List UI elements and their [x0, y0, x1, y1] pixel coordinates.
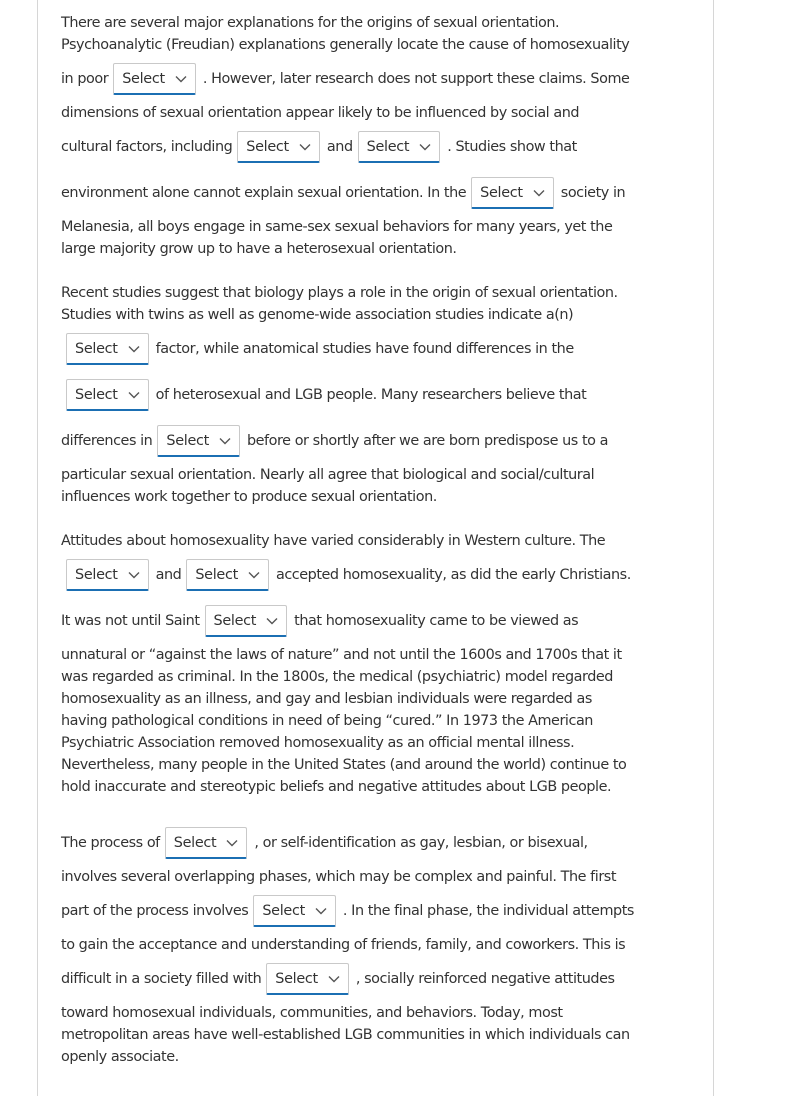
answer-dropdown-10[interactable]: [205, 605, 288, 637]
dropdown-value: Select: [75, 566, 118, 583]
chevron-down-icon: [533, 189, 545, 197]
passage-text: of heterosexual and LGB people. Many researchers believe that: [155, 387, 587, 403]
chevron-down-icon: [226, 839, 238, 847]
text-line: [61, 372, 691, 418]
paragraph-coming-out: [61, 820, 691, 1068]
chevron-down-icon: [299, 143, 311, 151]
text-line: [61, 732, 691, 754]
answer-dropdown-12[interactable]: [253, 895, 336, 927]
answer-dropdown-9[interactable]: [186, 559, 269, 591]
answer-dropdown-7[interactable]: [157, 425, 240, 457]
passage-text: factor, while anatomical studies have found differences in the: [155, 341, 574, 357]
text-line: [61, 866, 691, 888]
answer-dropdown-3[interactable]: [358, 131, 441, 163]
passage-text: having pathological conditions in need of being “cured.” In 1973 the American: [61, 713, 593, 729]
paragraph-attitudes: [61, 530, 691, 798]
text-line: [61, 238, 691, 260]
answer-dropdown-5[interactable]: [66, 333, 149, 365]
paragraph-biology: [61, 282, 691, 508]
passage-text: was regarded as criminal. In the 1800s, the medical (psychiatric) model regarded: [61, 669, 613, 685]
chevron-down-icon: [128, 571, 140, 579]
passage-text: difficult in a society filled with: [61, 971, 262, 987]
passage-text: , or self-identification as gay, lesbian, or bisexual,: [254, 835, 588, 851]
chevron-down-icon: [248, 571, 260, 579]
text-line: [61, 216, 691, 238]
passage-text: Attitudes about homosexuality have varied considerably in Western culture. The: [61, 533, 606, 549]
text-line: [61, 34, 691, 56]
text-line: [61, 530, 691, 552]
passage-text: It was not until Saint: [61, 613, 200, 629]
dropdown-value: Select: [246, 138, 289, 155]
passage-text: that homosexuality came to be viewed as: [294, 613, 579, 629]
chevron-down-icon: [266, 617, 278, 625]
dropdown-value: Select: [75, 340, 118, 357]
dropdown-value: Select: [366, 138, 410, 155]
text-line: [61, 170, 691, 216]
passage-text: dimensions of sexual orientation appear likely to be influenced by social and: [61, 105, 580, 121]
passage-text: toward homosexual individuals, communities, and behaviors. Today, most: [61, 1005, 563, 1021]
answer-dropdown-8[interactable]: [66, 559, 149, 591]
text-line: [61, 326, 691, 372]
text-line: [61, 282, 691, 304]
passage-text: . In the final phase, the individual attempts: [342, 903, 634, 919]
text-line: [61, 12, 691, 34]
text-line: [61, 888, 691, 934]
dropdown-value: Select: [480, 184, 523, 201]
passage-text: . Studies show that: [447, 139, 577, 155]
passage-text: Psychoanalytic (Freudian) explanations generally locate the cause of homosexuality: [61, 37, 630, 53]
passage-text: accepted homosexuality, as did the early Christians.: [275, 567, 631, 583]
text-line: [61, 598, 691, 644]
dropdown-value: Select: [75, 386, 118, 403]
passage-text: environment alone cannot explain sexual orientation. In the: [61, 185, 467, 201]
passage-text: Studies with twins as well as genome-wide association studies indicate a(n): [61, 307, 574, 323]
paragraph-origins: [61, 12, 691, 260]
text-line: [61, 304, 691, 326]
passage-text: society in: [560, 185, 626, 201]
chevron-down-icon: [219, 437, 231, 445]
answer-dropdown-1[interactable]: [113, 63, 196, 95]
dropdown-value: Select: [262, 902, 305, 919]
passage-text: differences in: [61, 433, 153, 449]
text-line: [61, 688, 691, 710]
text-line: [61, 418, 691, 464]
passage-text: metropolitan areas have well-established LGB communities in which individuals can: [61, 1027, 630, 1043]
text-line: [61, 1002, 691, 1024]
chevron-down-icon: [128, 345, 140, 353]
text-line: [61, 754, 691, 776]
passage-text: . However, later research does not support these claims. Some: [202, 71, 630, 87]
text-line: [61, 1024, 691, 1046]
text-line: [61, 934, 691, 956]
chevron-down-icon: [315, 907, 327, 915]
passage-text: to gain the acceptance and understanding of friends, family, and coworkers. This is: [61, 937, 626, 953]
passage-text: homosexuality as an illness, and gay and lesbian individuals were regarded as: [61, 691, 592, 707]
text-line: [61, 486, 691, 508]
answer-dropdown-2[interactable]: [237, 131, 320, 163]
passage-text: part of the process involves: [61, 903, 249, 919]
dropdown-value: Select: [213, 612, 257, 629]
dropdown-value: Select: [166, 432, 209, 449]
passage-text: There are several major explanations for the origins of sexual orientation.: [61, 15, 560, 31]
passage-text: and: [326, 139, 353, 155]
passage-text: The process of: [61, 835, 160, 851]
fill-in-passage: [61, 12, 691, 1068]
answer-dropdown-4[interactable]: [471, 177, 554, 209]
passage-text: before or shortly after we are born predispose us to a: [246, 433, 608, 449]
passage-text: hold inaccurate and stereotypic beliefs and negative attitudes about LGB people.: [61, 779, 612, 795]
answer-dropdown-13[interactable]: [266, 963, 349, 995]
text-line: [61, 464, 691, 486]
passage-text: Recent studies suggest that biology plays a role in the origin of sexual orientation.: [61, 285, 618, 301]
passage-text: particular sexual orientation. Nearly all agree that biological and social/cultural: [61, 467, 595, 483]
text-line: [61, 776, 691, 798]
chevron-down-icon: [128, 391, 140, 399]
passage-text: Melanesia, all boys engage in same-sex sexual behaviors for many years, yet the: [61, 219, 613, 235]
chevron-down-icon: [175, 75, 187, 83]
dropdown-value: Select: [173, 834, 217, 851]
answer-dropdown-6[interactable]: [66, 379, 149, 411]
dropdown-value: Select: [275, 970, 318, 987]
passage-text: large majority grow up to have a heterosexual orientation.: [61, 241, 457, 257]
passage-text: Nevertheless, many people in the United States (and around the world) continue to: [61, 757, 627, 773]
passage-text: influences work together to produce sexual orientation.: [61, 489, 437, 505]
text-line: [61, 820, 691, 866]
passage-text: , socially reinforced negative attitudes: [355, 971, 615, 987]
text-line: [61, 552, 691, 598]
text-line: [61, 102, 691, 124]
passage-text: in poor: [61, 71, 109, 87]
chevron-down-icon: [419, 143, 431, 151]
passage-text: cultural factors, including: [61, 139, 233, 155]
dropdown-value: Select: [122, 70, 165, 87]
passage-text: involves several overlapping phases, which may be complex and painful. The first: [61, 869, 617, 885]
text-line: [61, 710, 691, 732]
text-line: [61, 124, 691, 170]
text-line: [61, 1046, 691, 1068]
text-line: [61, 56, 691, 102]
chevron-down-icon: [328, 975, 340, 983]
passage-text: Psychiatric Association removed homosexuality as an official mental illness.: [61, 735, 575, 751]
dropdown-value: Select: [195, 566, 238, 583]
text-line: [61, 644, 691, 666]
passage-text: and: [155, 567, 182, 583]
text-line: [61, 666, 691, 688]
answer-dropdown-11[interactable]: [165, 827, 248, 859]
text-line: [61, 956, 691, 1002]
passage-text: unnatural or “against the laws of nature” and not until the 1600s and 1700s that it: [61, 647, 622, 663]
passage-text: openly associate.: [61, 1049, 179, 1065]
